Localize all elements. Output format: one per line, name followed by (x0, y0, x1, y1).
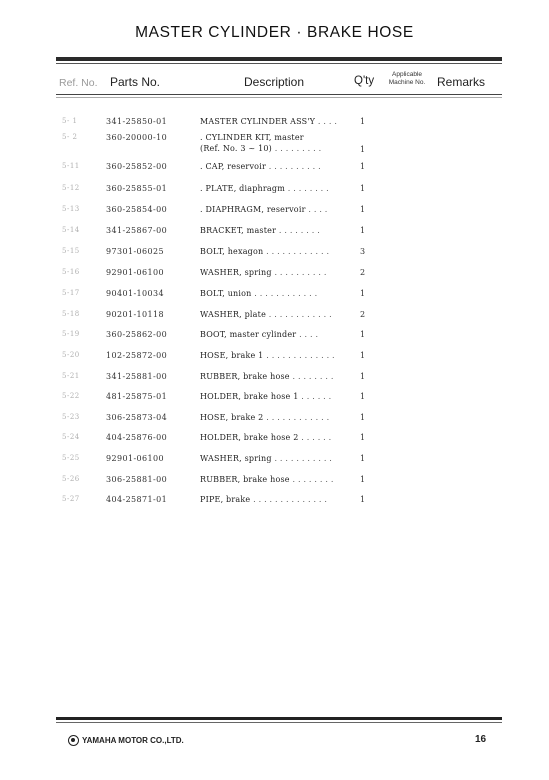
part-description (200, 162, 352, 171)
footer-rule (56, 717, 502, 720)
table-row (0, 372, 549, 392)
description-text: WASHER, spring (200, 268, 272, 277)
part-number: 360-25855-01 (106, 184, 168, 193)
dot-leader: . . . . . . . . . (271, 144, 322, 153)
dot-leader: . . . . . . . . (285, 184, 329, 193)
part-number: 404-25876-00 (106, 433, 168, 442)
part-number: 97301-06025 (106, 247, 165, 256)
part-description (200, 413, 352, 422)
ref-number: 5-23 (62, 413, 80, 421)
dot-leader: . . . . . . . . . . . (271, 454, 333, 463)
header-parts-no: Parts No. (110, 75, 161, 89)
part-number: 341-25867-00 (106, 226, 168, 235)
dot-leader: . . . . . . (298, 433, 332, 442)
dot-leader: . . . . . . . . (289, 372, 334, 381)
description-text: PIPE, brake (200, 495, 251, 504)
table-row (0, 330, 549, 350)
ref-number: 5-14 (62, 226, 80, 234)
ref-number: 5-22 (62, 392, 80, 400)
quantity: 2 (360, 310, 366, 319)
ref-number: 5-27 (62, 495, 80, 503)
part-number: 360-25862-00 (106, 330, 168, 339)
description-text: BOLT, union (200, 289, 252, 298)
description-text: HOSE, brake 2 (200, 413, 264, 422)
header-qty: Q'ty (354, 75, 375, 87)
ref-number: 5-19 (62, 330, 80, 338)
dot-leader: . . . . . . (298, 392, 332, 401)
dot-leader: . . . . . . . . . . . . . . (250, 495, 328, 504)
table-row (0, 205, 549, 225)
part-description (200, 454, 352, 463)
description-text: HOLDER, brake hose 2 (200, 433, 299, 442)
quantity: 1 (360, 226, 366, 235)
dot-leader: . . . . . . . . . . . . . (263, 351, 335, 360)
quantity: 1 (360, 495, 366, 504)
ref-number: 5-15 (62, 247, 80, 255)
yamaha-logo-icon (68, 735, 79, 746)
table-row (0, 392, 549, 412)
description-text-2: (Ref. No. 3 ~ 10) (200, 144, 272, 153)
part-number: 404-25871-01 (106, 495, 168, 504)
table-row (0, 268, 549, 288)
part-number: 341-25850-01 (106, 117, 168, 126)
dot-leader: . . . . . . . . . . (265, 162, 321, 171)
part-description (200, 475, 352, 484)
ref-number: 5-11 (62, 162, 80, 170)
page-title: MASTER CYLINDER · BRAKE HOSE (135, 24, 414, 41)
ref-number: 5-18 (62, 310, 80, 318)
table-row (0, 495, 549, 515)
table-row (0, 475, 549, 495)
table-row (0, 433, 549, 453)
description-text: BOLT, hexagon (200, 247, 264, 256)
part-number: 481-25875-01 (106, 392, 168, 401)
part-description (200, 351, 352, 360)
description-text: HOLDER, brake hose 1 (200, 392, 299, 401)
header-rule-thin (56, 97, 502, 98)
dot-leader: . . . . (315, 117, 338, 126)
part-number: 92901-06100 (106, 268, 165, 277)
description-line-2 (200, 144, 352, 153)
ref-number: 5-17 (62, 289, 80, 297)
quantity: 3 (360, 247, 366, 256)
quantity: 2 (360, 268, 366, 277)
part-number: 306-25881-00 (106, 475, 168, 484)
ref-number: 5-26 (62, 475, 80, 483)
ref-number: 5- 1 (62, 117, 78, 125)
quantity: 1 (360, 475, 366, 484)
part-description (200, 247, 352, 256)
part-description (200, 372, 352, 381)
description-text: WASHER, plate (200, 310, 267, 319)
header-remarks: Remarks (437, 75, 486, 89)
description-text: . CYLINDER KIT, master (200, 133, 304, 142)
quantity: 1 (360, 413, 366, 422)
part-description (200, 184, 352, 193)
ref-number: 5-12 (62, 184, 80, 192)
table-row (0, 133, 549, 153)
part-description (200, 495, 352, 504)
part-number: 102-25872-00 (106, 351, 168, 360)
part-description (200, 289, 352, 298)
part-description (200, 392, 352, 401)
dot-leader: . . . . . . . . . . . . (251, 289, 318, 298)
part-description (200, 205, 352, 214)
part-description (200, 117, 352, 126)
footer-brand-text: YAMAHA MOTOR CO.,LTD. (82, 736, 184, 745)
quantity: 1 (360, 330, 366, 339)
description-text: . PLATE, diaphragm (200, 184, 286, 193)
table-row (0, 226, 549, 246)
page-number: 16 (475, 734, 487, 745)
description-text: RUBBER, brake hose (200, 372, 290, 381)
quantity: 1 (360, 205, 366, 214)
table-row (0, 454, 549, 474)
ref-number: 5-20 (62, 351, 80, 359)
part-description (200, 226, 352, 235)
quantity: 1 (360, 392, 366, 401)
quantity: 1 (360, 433, 366, 442)
footer-rule-thin (56, 722, 502, 723)
table-row (0, 184, 549, 204)
header-rule (56, 94, 502, 95)
header-ref-no: Ref. No. (59, 77, 98, 89)
quantity: 1 (360, 117, 366, 126)
dot-leader: . . . . . . . . . . . . (263, 247, 330, 256)
dot-leader: . . . . (305, 205, 328, 214)
ref-number: 5-24 (62, 433, 80, 441)
ref-number: 5-21 (62, 372, 80, 380)
dot-leader: . . . . . . . . . . (271, 268, 327, 277)
part-number: 306-25873-04 (106, 413, 168, 422)
header-description: Description (244, 75, 305, 89)
table-row (0, 351, 549, 371)
quantity: 1 (360, 351, 366, 360)
description-text: . DIAPHRAGM, reservoir (200, 205, 306, 214)
table-row (0, 310, 549, 330)
description-text: MASTER CYLINDER ASS'Y (200, 117, 316, 126)
part-number: 90201-10118 (106, 310, 165, 319)
part-description (200, 133, 352, 153)
header-applicable-machine: Applicable Machine No. (388, 71, 426, 86)
footer-brand (68, 735, 184, 746)
quantity: 1 (360, 289, 366, 298)
top-rule-thin (56, 63, 502, 64)
description-text: WASHER, spring (200, 454, 272, 463)
table-row (0, 162, 549, 182)
quantity: 1 (360, 454, 366, 463)
ref-number: 5-25 (62, 454, 80, 462)
ref-number: 5-13 (62, 205, 80, 213)
description-text: BOOT, master cylinder (200, 330, 297, 339)
table-row (0, 413, 549, 433)
part-number: 341-25881-00 (106, 372, 168, 381)
quantity: 1 (360, 162, 366, 171)
ref-number: 5- 2 (62, 133, 78, 141)
part-number: 360-20000-10 (106, 133, 168, 142)
dot-leader: . . . . . . . . (276, 226, 320, 235)
part-description (200, 330, 352, 339)
top-rule (56, 57, 502, 61)
ref-number: 5-16 (62, 268, 80, 276)
part-number: 360-25852-00 (106, 162, 168, 171)
dot-leader: . . . . . . . . . . . . (263, 413, 330, 422)
table-row (0, 247, 549, 267)
part-description (200, 268, 352, 277)
table-row (0, 289, 549, 309)
part-number: 360-25854-00 (106, 205, 168, 214)
dot-leader: . . . . . . . . . . . . (266, 310, 332, 319)
quantity: 1 (360, 372, 366, 381)
part-number: 90401-10034 (106, 289, 165, 298)
dot-leader: . . . . . . . . (289, 475, 334, 484)
description-text: RUBBER, brake hose (200, 475, 290, 484)
dot-leader: . . . . (296, 330, 319, 339)
description-text: . CAP, reservoir (200, 162, 266, 171)
description-text: BRACKET, master (200, 226, 277, 235)
description-text: HOSE, brake 1 (200, 351, 264, 360)
quantity: 1 (360, 145, 366, 154)
part-description (200, 310, 352, 319)
part-number: 92901-06100 (106, 454, 165, 463)
quantity: 1 (360, 184, 366, 193)
part-description (200, 433, 352, 442)
